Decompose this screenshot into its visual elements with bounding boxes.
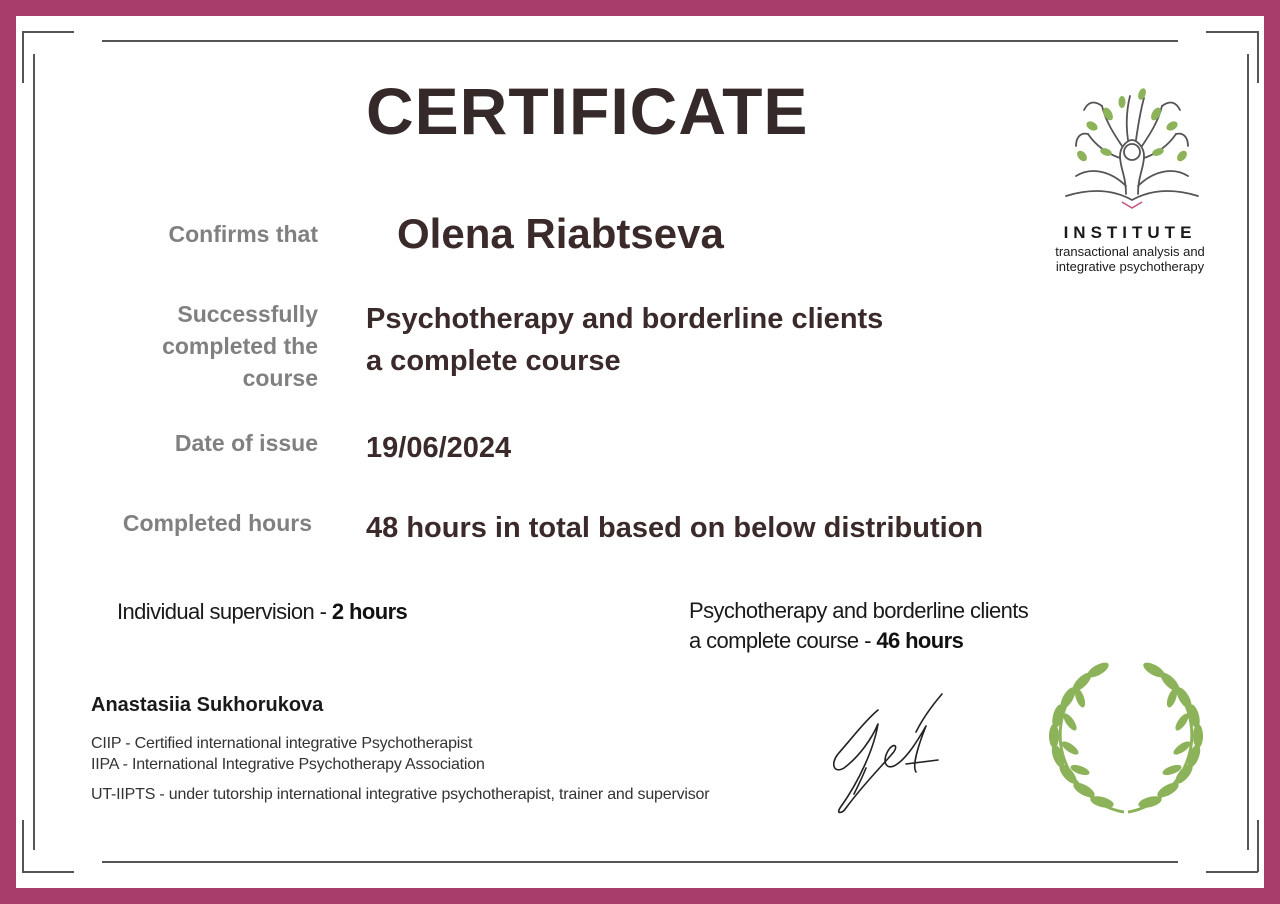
course-label-line: course <box>242 365 318 391</box>
institute-tree-logo-icon <box>1062 76 1202 212</box>
confirms-label: Confirms that <box>168 221 318 247</box>
signer-credential: CIIP - Certified international integrative Psychotherapist <box>91 735 473 752</box>
hours-label: Completed hours <box>122 510 312 536</box>
certificate-title: CERTIFICATE <box>366 74 809 148</box>
institute-title: INSTITUTE <box>1063 223 1197 242</box>
signer-credential: IIPA - International Integrative Psychotherapy Association <box>91 756 485 773</box>
signer-credential: UT-IIPTS - under tutorship international integrative psychotherapist, trainer and supervisor <box>91 786 710 803</box>
date-label: Date of issue <box>174 430 318 456</box>
distribution-hours: 2 hours <box>331 599 408 624</box>
course-name-line: Psychotherapy and borderline clients <box>366 303 884 335</box>
signer-name: Anastasiia Sukhorukova <box>91 694 324 716</box>
distribution-course <box>689 596 1028 656</box>
date-value: 19/06/2024 <box>366 432 512 464</box>
course-name-line: a complete course <box>366 345 621 377</box>
course-label <box>118 298 318 394</box>
course-label-line: completed the <box>162 333 318 359</box>
institute-name <box>1030 222 1230 274</box>
distribution-hours: 46 hours <box>876 628 964 653</box>
laurel-wreath-icon <box>1040 656 1212 820</box>
recipient-name: Olena Riabtseva <box>397 210 724 257</box>
distribution-text: Individual supervision - <box>117 599 332 624</box>
hours-value: 48 hours in total based on below distribution <box>366 512 984 544</box>
distribution-individual <box>117 597 407 627</box>
institute-subtitle: integrative psychotherapy <box>1055 259 1205 274</box>
institute-subtitle: transactional analysis and <box>1055 244 1205 259</box>
distribution-text: a complete course - <box>689 628 877 653</box>
course-label-line: Successfully <box>177 301 318 327</box>
distribution-text: Psychotherapy and borderline clients <box>689 598 1029 623</box>
course-name <box>366 298 883 382</box>
signature-icon <box>826 690 950 818</box>
